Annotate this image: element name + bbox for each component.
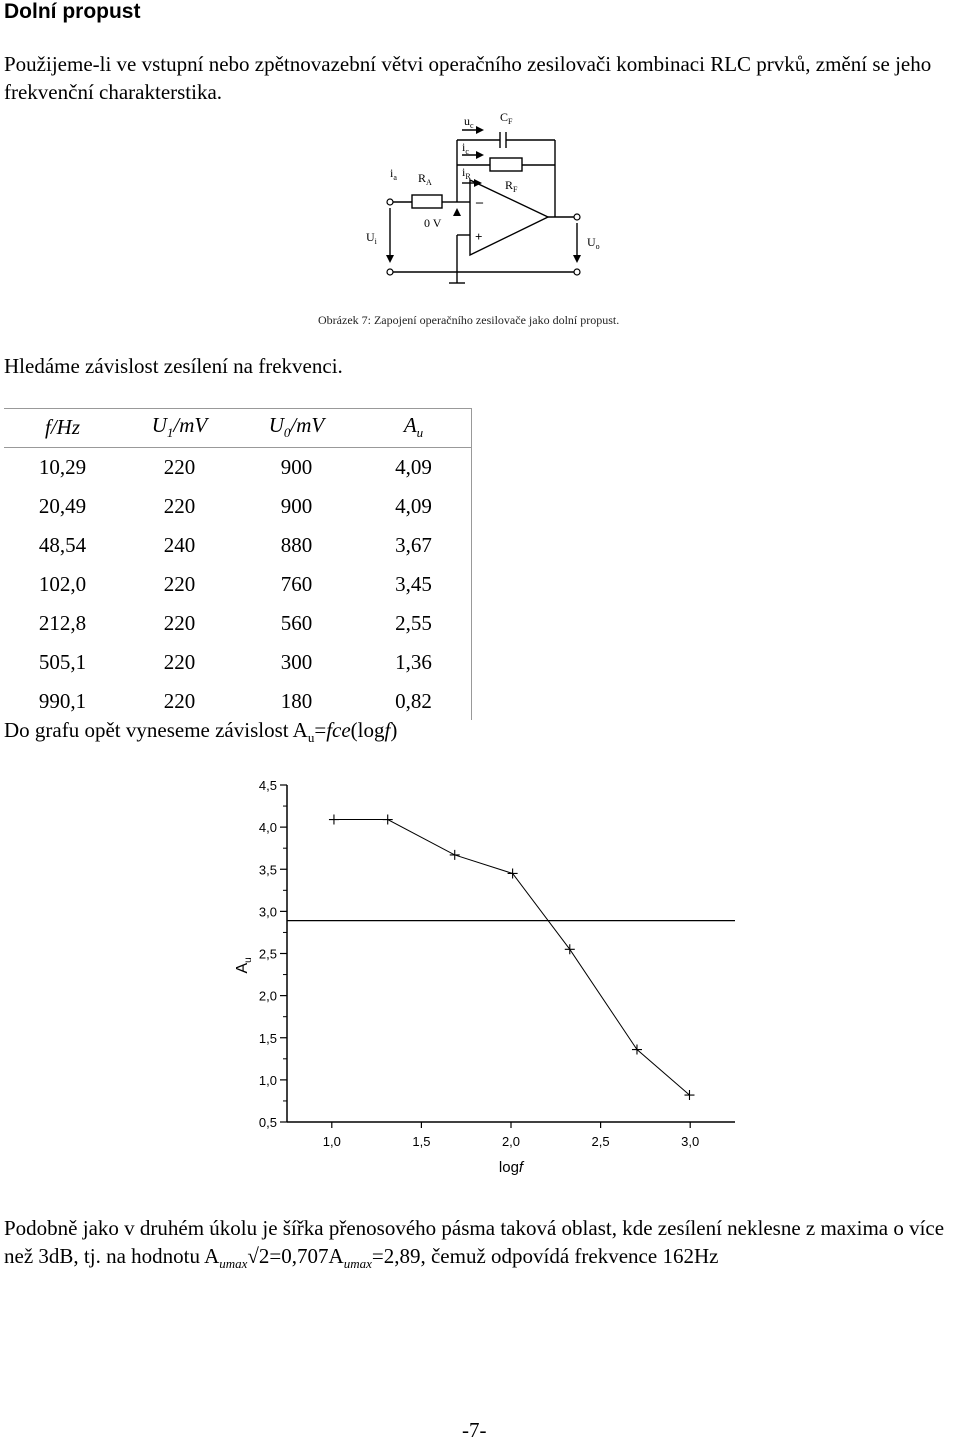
table-cell: 3,45 [395,572,432,596]
table-row [4,643,472,682]
table-cell: 900 [280,494,313,518]
table-cell: 220 [163,650,196,674]
table-cell: 220 [163,455,196,479]
data-line [334,820,690,1095]
y-tick-label: 1,5 [258,1030,277,1046]
table-cell: 240 [163,533,196,557]
x-tick-label: 3,0 [681,1134,700,1149]
table-cell: 48,54 [38,533,87,557]
y-tick-label: 2,0 [258,988,277,1004]
header-cell: f/Hz [4,408,121,448]
table-row [4,526,472,565]
table-cell: 0,82 [395,689,432,713]
y-tick-label: 0,5 [258,1115,277,1130]
table-cell: 220 [163,689,196,713]
svg-text:+: + [475,229,483,244]
section-heading: Dolní propust [4,0,141,23]
gain-chart [0,770,960,1190]
table-cell: 900 [280,455,313,479]
circuit-diagram [350,105,650,300]
data-point [450,850,460,860]
data-point [508,868,518,878]
search-paragraph: Hledáme závislost zesílení na frekvenci. [4,354,343,378]
y-tick-label: 2,5 [258,946,277,962]
table-cell: 505,1 [38,650,87,674]
y-tick-label: 4,0 [258,820,277,836]
table-row [4,448,472,488]
table-cell: 180 [280,689,313,713]
intro-paragraph: Použijeme-li ve vstupní nebo zpětnovazební větvi operačního zesilovači kombinaci RLC prvků, změní se jeho frekvenční charakterstika. [4,52,932,104]
table-cell: 220 [163,494,196,518]
table-cell: 3,67 [395,533,432,557]
header-cell: $U_0/mV$ [238,408,355,448]
svg-text:Ui: $U_i$ [366,230,377,246]
table-cell: 1,36 [395,650,432,674]
svg-text:–: – [476,195,483,210]
svg-text:RA: $R_A$ [418,171,432,187]
svg-text:0 V: 0 V [424,216,442,230]
svg-text:uc: $u_c$ [464,114,474,130]
x-tick-label: 2,0 [501,1134,521,1149]
table-cell: 2,55 [395,611,432,635]
table-row [4,487,472,526]
table-header-row [4,408,472,448]
x-tick-label: 2,5 [591,1134,610,1149]
x-tick-label: 1,5 [412,1134,431,1149]
data-point [329,815,339,825]
data-point [565,944,575,954]
graph-intro: Do grafu opět vyneseme závislost $A_u=fce(\log f)$ [4,718,398,746]
y-axis-label: $A_u$ [234,957,254,974]
conclusion-paragraph: Podobně jako v druhém úkolu je šířka přenosového pásma taková oblast, kde zesílení neklesne z maxima o více než 3dB, tj. na hodnotu $A_{umax}√2=0,707A_{umax}=2,89$, čemuž odpovídá frekvence 162Hz [4,1216,945,1272]
y-tick-label: 4,5 [258,778,277,793]
x-tick-label: 1,0 [322,1134,341,1149]
table-cell: 220 [163,611,196,635]
svg-text:iR: $i_R$ [462,165,471,181]
table-cell: 4,09 [395,455,432,479]
svg-text:Uo: $U_o$ [587,235,600,251]
table-cell: 880 [280,533,313,557]
header-cell: $A_u$ [355,408,472,448]
y-tick-label: 3,5 [258,862,277,878]
table-cell: 560 [280,611,313,635]
table-cell: 212,8 [38,611,87,635]
svg-text:ic: $i_c$ [462,140,469,156]
x-axis-label: logf [498,1159,524,1176]
table-cell: 10,29 [38,455,87,479]
svg-text:CF: $C_F$ [500,110,513,126]
page-number: -7- [462,1418,487,1442]
table-cell: 990,1 [38,689,87,713]
y-tick-label: 3,0 [258,904,277,920]
data-point [383,815,393,825]
table-cell: 4,09 [395,494,432,518]
y-tick-label: 1,0 [258,1072,277,1088]
table-cell: 760 [280,572,313,596]
table-row [4,565,472,604]
figure-caption: Obrázek 7: Zapojení operačního zesilovače jako dolní propust. [318,313,620,327]
svg-text:ia: $i_a$ [390,166,397,182]
header-cell: $U_1/mV$ [121,408,238,448]
table-cell: 300 [280,650,313,674]
table-cell: 220 [163,572,196,596]
table-row [4,604,472,643]
table-cell: 20,49 [38,494,87,518]
data-table [4,408,472,721]
svg-text:RF: $R_F$ [505,178,518,194]
table-cell: 102,0 [38,572,87,596]
